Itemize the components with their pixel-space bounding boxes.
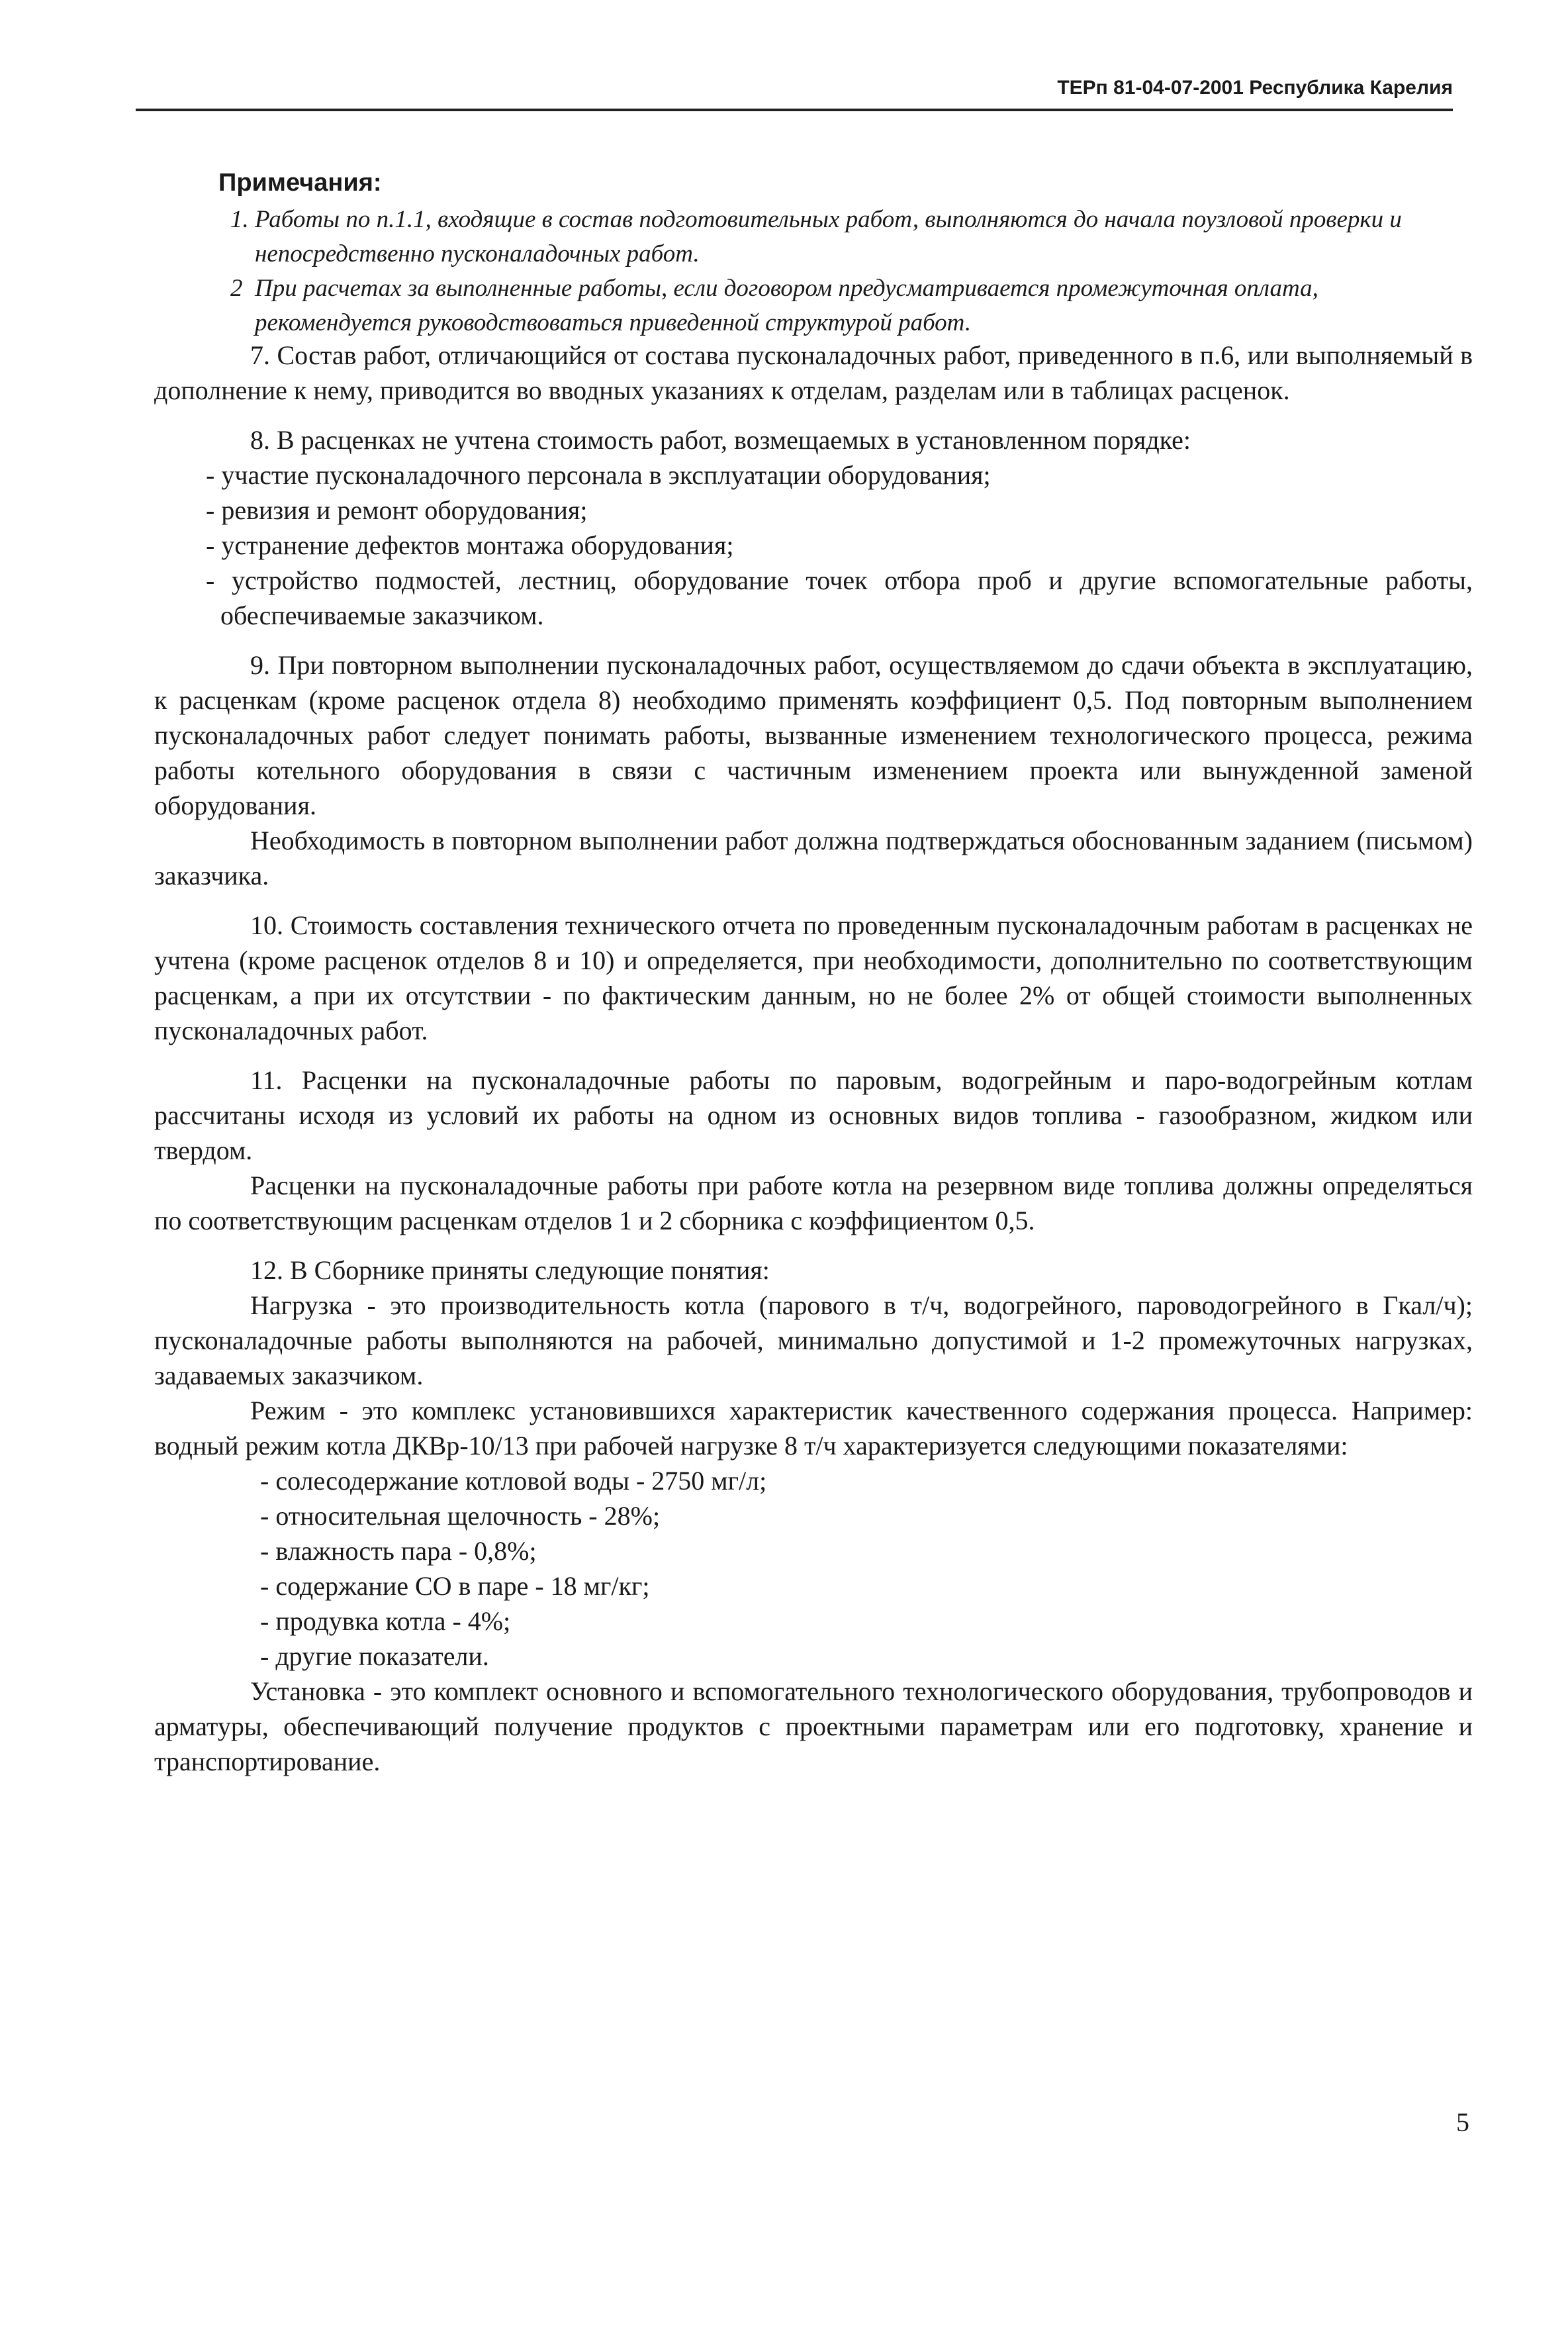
list-item: - влажность пара - 0,8%; xyxy=(260,1536,537,1566)
definition-load: Нагрузка - это производительность котла (парового в т/ч, водогрейного, пароводогрейного в Гкал/ч); пусконаладочные работы выполняются на рабочей, минимально допустимой и 1-2 промежуточных нагрузках, задаваемых заказчиком. xyxy=(154,1290,1473,1390)
notes-title: Примечания: xyxy=(218,169,382,197)
list-item: - ревизия и ремонт оборудования; xyxy=(206,495,588,525)
paragraph-9-extra: Необходимость в повторном выполнении работ должна подтверждаться обоснованным заданием (письмом) заказчика. xyxy=(154,826,1473,890)
list-item: - устройство подмостей, лестниц, оборудование точек отбора проб и другие вспомогательные работы, обеспечиваемые заказчиком. xyxy=(206,565,1473,630)
paragraph-11-extra: Расценки на пусконаладочные работы при работе котла на резервном виде топлива должны определяться по соответствующим расценкам отделов 1 и 2 сборника с коэффициентом 0,5. xyxy=(154,1171,1473,1235)
notes-block xyxy=(218,169,1423,340)
note-number: 1. xyxy=(230,206,249,233)
note-text: При расчетах за выполненные работы, если договором предусматривается промежуточная оплата, рекомендуется руководствоваться приведенной структурой работ. xyxy=(255,275,1318,336)
page-number: 5 xyxy=(1456,2107,1469,2137)
paragraph-8-list xyxy=(154,457,1473,633)
definition-installation: Установка - это комплект основного и вспомогательного технологического оборудования, трубопроводов и арматуры, обеспечивающий получение продуктов с проектными параметрам или его подготовку, хранение и транспортирование. xyxy=(154,1676,1473,1776)
list-item: - содержание СО в паре - 18 мг/кг; xyxy=(260,1571,650,1601)
running-header xyxy=(136,72,1453,111)
note-item xyxy=(218,203,1423,271)
paragraph-11: 11. Расценки на пусконаладочные работы по паровым, водогрейным и паро-водогрейным котлам рассчитаны исходя из условий их работы на одном из основных видов топлива - газообразном, жидком или твердом. xyxy=(154,1065,1473,1165)
note-item xyxy=(218,271,1423,340)
document-code: ТЕРп 81-04-07-2001 Республика Карелия xyxy=(1057,77,1453,99)
paragraph-10: 10. Стоимость составления технического отчета по проведенным пусконаладочным работам в расценках не учтена (кроме расценок отделов 8 и 10) и определяется, при необходимости, дополнительно по соответствующим расценкам, а при их отсутствии - по фактическим данным, но не более 2% от общей стоимости выполненных пусконаладочных работ. xyxy=(154,910,1473,1045)
list-item: - продувка котла - 4%; xyxy=(260,1606,511,1636)
list-item: - другие показатели. xyxy=(260,1641,489,1671)
paragraph-9: 9. При повторном выполнении пусконаладочных работ, осуществляемом до сдачи объекта в эксплуатацию, к расценкам (кроме расценок отдела 8) необходимо применять коэффициент 0,5. Под повторным выполнением пусконаладочных работ следует понимать работы, вызванные изменением технологического процесса, режима работы котельного оборудования в связи с частичным изменением проекта или вынужденной заменой оборудования. xyxy=(154,650,1473,820)
note-text: Работы по п.1.1, входящие в состав подготовительных работ, выполняются до начала поузловой проверки и непосредственно пусконаладочных работ. xyxy=(255,206,1402,267)
paragraph-12-intro: 12. В Сборнике приняты следующие понятия: xyxy=(250,1255,770,1285)
note-number: 2 xyxy=(230,275,243,302)
mode-indicators-list xyxy=(154,1463,1473,1674)
list-item: - относительная щелочность - 28%; xyxy=(260,1501,661,1531)
paragraph-7: 7. Состав работ, отличающийся от состава пусконаладочных работ, приведенного в п.6, или выполняемый в дополнение к нему, приводится во вводных указаниях к отделам, разделам или в таблицах расценок. xyxy=(154,340,1473,405)
paragraph-8-intro: 8. В расценках не учтена стоимость работ, возмещаемых в установленном порядке: xyxy=(250,425,1191,455)
list-item: - солесодержание котловой воды - 2750 мг/л; xyxy=(260,1466,767,1496)
list-item: - участие пусконаладочного персонала в эксплуатации оборудования; xyxy=(206,460,991,490)
list-item: - устранение дефектов монтажа оборудования; xyxy=(206,530,734,560)
document-body xyxy=(154,338,1473,1779)
definition-mode: Режим - это комплекс установившихся характеристик качественного содержания процесса. Например: водный режим котла ДКВр-10/13 при рабочей нагрузке 8 т/ч характеризуется следующими показателями: xyxy=(154,1396,1473,1461)
